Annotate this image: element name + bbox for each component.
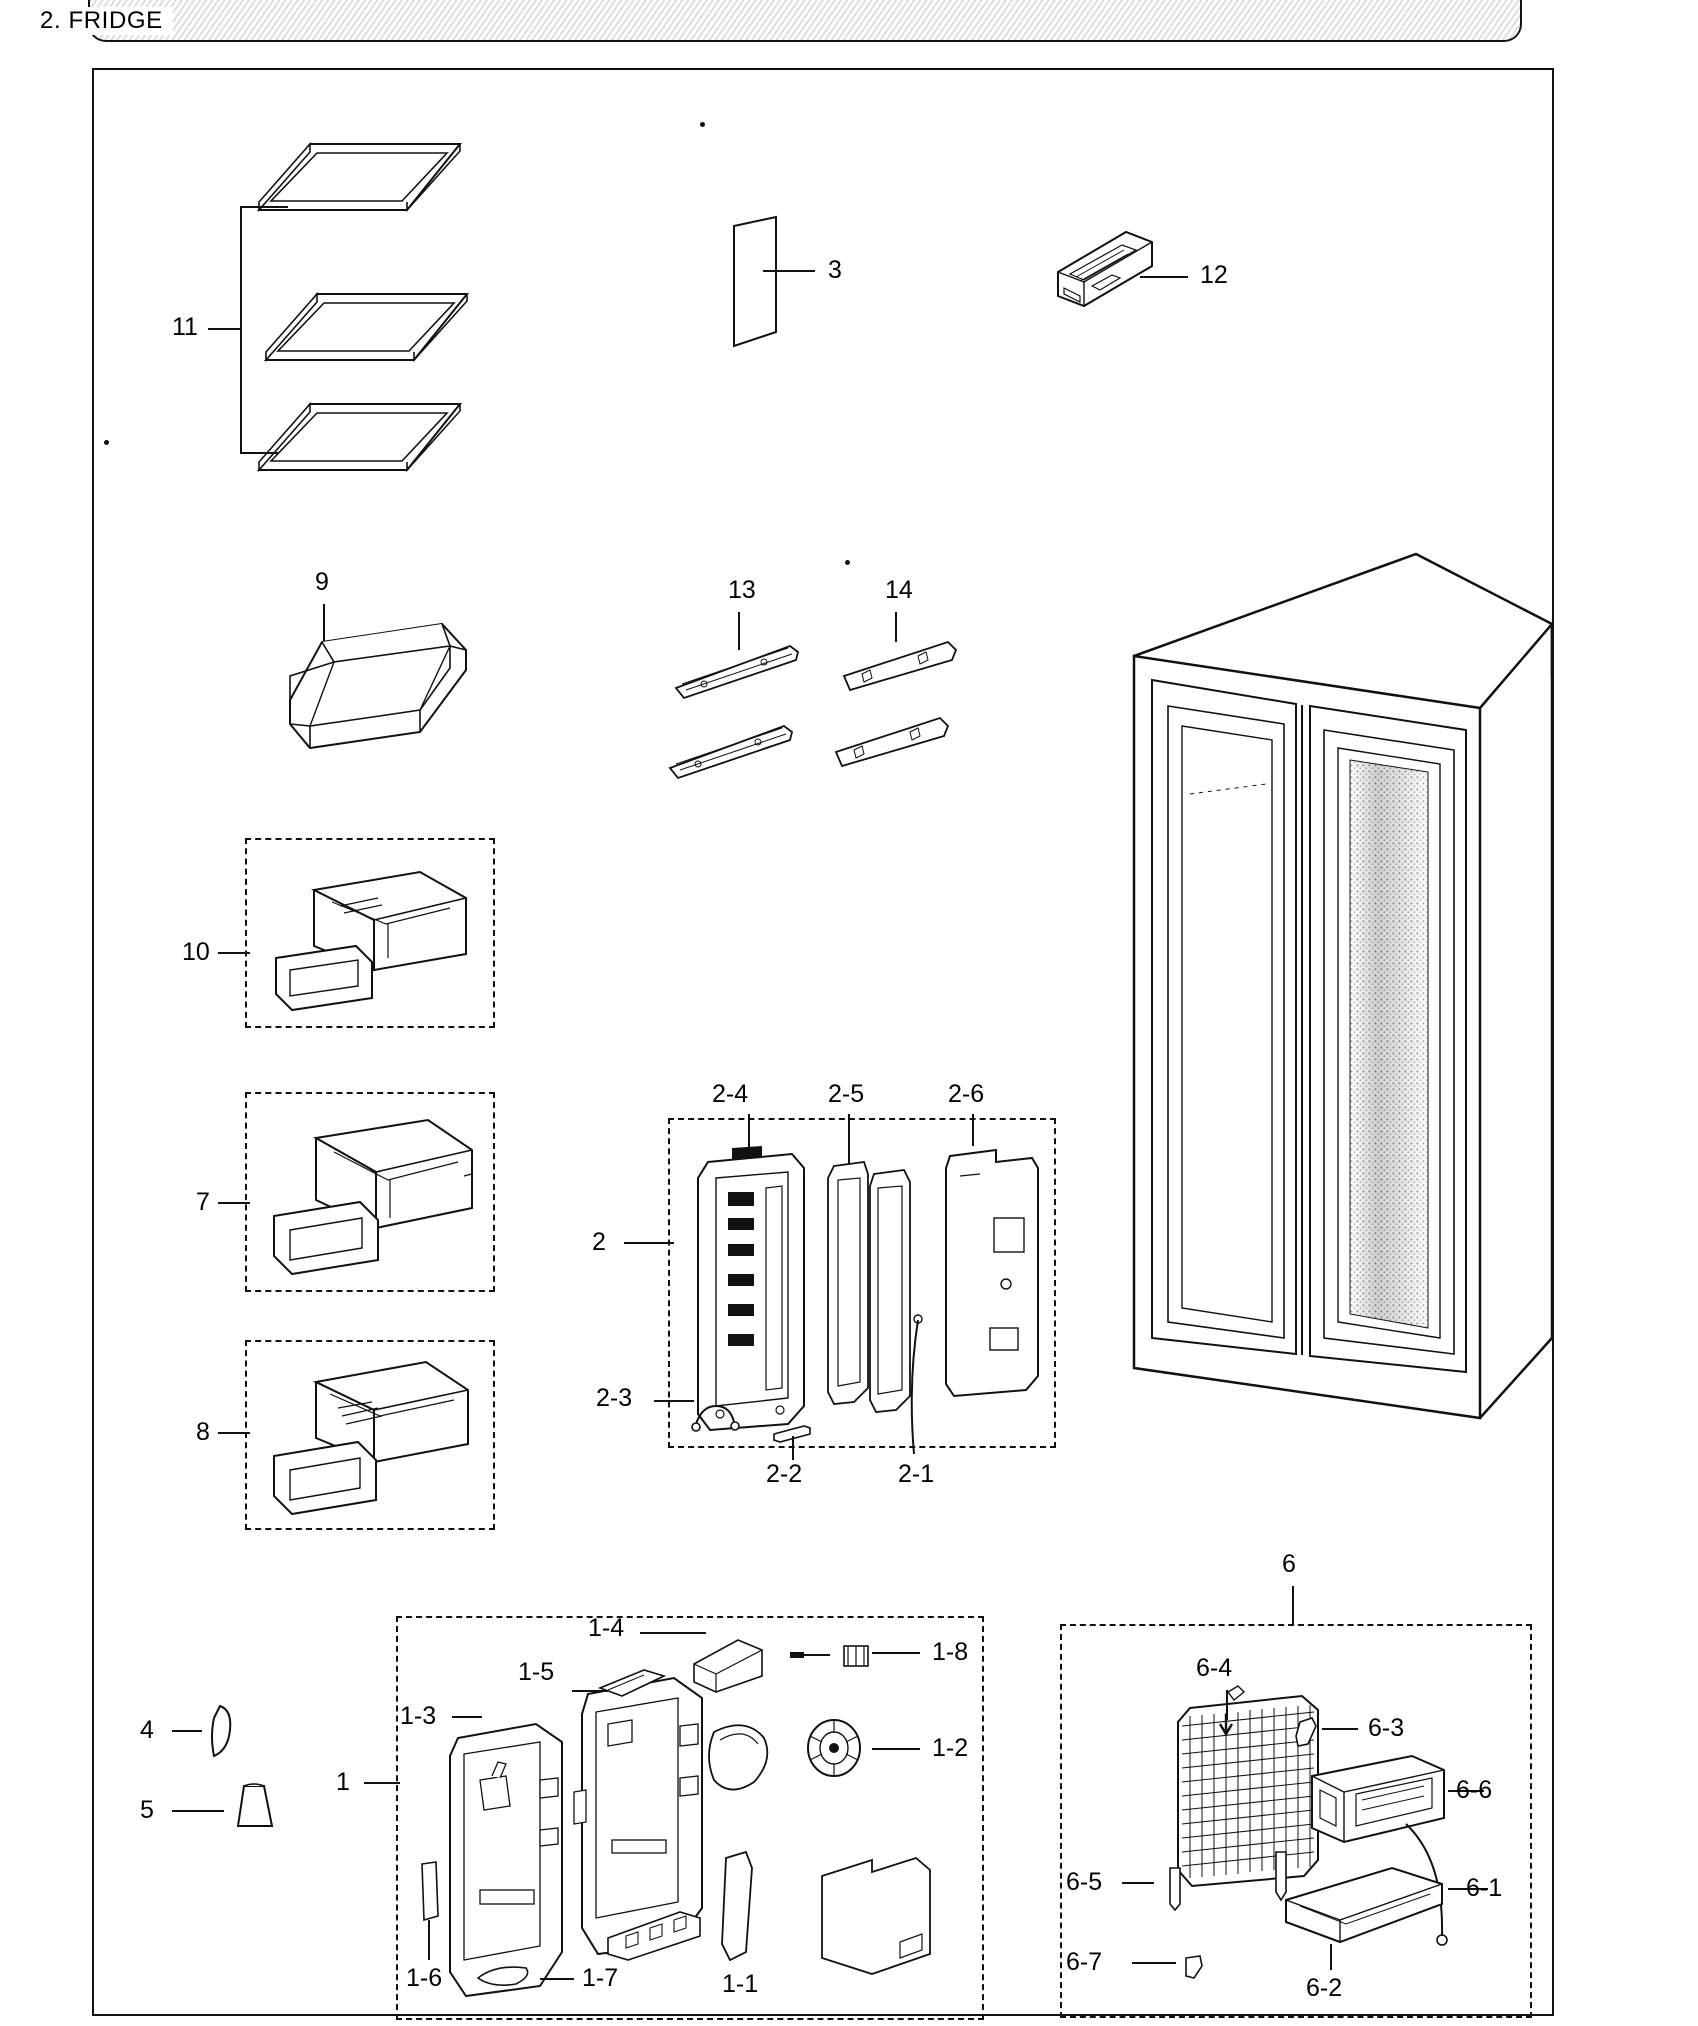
callout-1-4: 1-4 [588,1614,625,1642]
callout-1-8: 1-8 [932,1638,969,1666]
callout-8: 8 [196,1418,210,1446]
part-shelf-11-a [255,140,465,230]
callout-2-1: 2-1 [898,1460,935,1488]
part-1-3-cover [440,1720,580,2000]
callout-2-6: 2-6 [948,1080,985,1108]
callout-6-6: 6-6 [1456,1776,1493,1804]
arrow-6-4 [1212,1712,1242,1742]
part-1-8-fasteners [786,1640,916,1680]
callout-13: 13 [728,576,756,604]
callout-5: 5 [140,1796,154,1824]
leader-5 [172,1810,224,1812]
part-1-duct [700,1712,780,1802]
callout-1-6: 1-6 [406,1964,443,1992]
leader-1-2 [872,1748,920,1750]
leader-1-7 [540,1978,574,1980]
callout-10: 10 [182,938,210,966]
callout-2-3: 2-3 [596,1384,633,1412]
leader-7 [218,1202,250,1204]
part-3-panel [728,212,788,352]
callout-1-3: 1-3 [400,1702,437,1730]
callout-6-7: 6-7 [1066,1948,1103,1976]
callout-6-2: 6-2 [1306,1974,1343,2002]
part-2-3-clip [690,1394,750,1440]
leader-2-6 [972,1114,974,1146]
leader-11-vertical [240,206,242,454]
leader-6-7 [1132,1962,1176,1964]
callout-3: 3 [828,256,842,284]
part-14-rail-b [832,712,952,772]
part-1-4-bracket [686,1628,776,1698]
leader-1 [364,1782,400,1784]
part-1-7-bracket [600,1906,710,1966]
leader-11-top [240,206,288,208]
leader-1-3 [452,1716,482,1718]
part-6-2-tray [1276,1856,1456,1966]
leader-2-4 [748,1114,750,1152]
callout-1-5: 1-5 [518,1658,555,1686]
callout-6-4: 6-4 [1196,1654,1233,1682]
callout-1-1: 1-1 [722,1970,759,1998]
page-title: 2. FRIDGE [30,7,173,35]
part-shelf-11-c [255,400,465,490]
callout-14: 14 [885,576,913,604]
callout-9: 9 [315,568,329,596]
part-6-7-clip [1178,1950,1212,1986]
leader-12 [1140,276,1188,278]
scan-artifact-dot-top [700,122,705,127]
leader-1-6 [428,1920,430,1960]
leader-10 [218,952,250,954]
callout-7: 7 [196,1188,210,1216]
callout-6: 6 [1282,1550,1296,1578]
callout-6-3: 6-3 [1368,1714,1405,1742]
callout-6-1: 6-1 [1466,1874,1503,1902]
part-13-rail-a [672,640,802,700]
callout-2: 2 [592,1228,606,1256]
part-10-drawer [270,858,480,1018]
leader-6-2 [1330,1944,1332,1970]
part-2-2-screw [770,1418,818,1444]
part-8-drawer [268,1352,483,1527]
part-2-6-backplate [940,1138,1050,1408]
part-1-2-impeller [800,1714,870,1784]
callout-2-5: 2-5 [828,1080,865,1108]
part-1-6-bar [410,1858,446,1928]
callout-12: 12 [1200,261,1228,289]
leader-3 [763,270,815,272]
leader-8 [218,1432,250,1434]
leader-4 [172,1730,202,1732]
leader-2-5 [848,1114,850,1164]
part-7-drawer [268,1108,483,1283]
leader-6-3 [1322,1728,1358,1730]
refrigerator-cabinet [1128,548,1558,1418]
part-1-1-strip [712,1848,762,1968]
leader-2-2 [792,1436,794,1460]
callout-11: 11 [172,313,198,341]
part-2-1-wire [900,1314,940,1464]
callout-1-7: 1-7 [582,1964,619,1992]
part-shelf-11-b [262,290,472,380]
section-header-tab [88,0,1522,42]
part-1-7-pad [470,1960,540,1990]
callout-1-2: 1-2 [932,1734,969,1762]
part-6-5-pin [1158,1864,1192,1914]
leader-11-bottom [240,452,278,454]
part-5-plug [232,1780,278,1836]
part-9-shelf [270,620,480,780]
header-hatch-pattern [90,0,1520,40]
callout-2-2: 2-2 [766,1460,803,1488]
part-6-5-pin-b [1266,1848,1296,1904]
callout-1: 1 [336,1768,350,1796]
callout-4: 4 [140,1716,154,1744]
scan-artifact-dot-mid [845,560,850,565]
leader-6 [1292,1586,1294,1624]
scan-artifact-dot-left [104,440,109,445]
part-4-cap [204,1700,244,1762]
part-13-rail-b [666,720,796,780]
callout-2-4: 2-4 [712,1080,749,1108]
part-1-backplate [812,1846,942,1986]
leader-2 [624,1242,674,1244]
callout-6-5: 6-5 [1066,1868,1103,1896]
leader-6-5 [1122,1882,1154,1884]
leader-2-3 [654,1400,694,1402]
leader-1-8 [872,1652,920,1654]
part-14-rail-a [840,636,960,696]
leader-11-middle [208,328,242,330]
